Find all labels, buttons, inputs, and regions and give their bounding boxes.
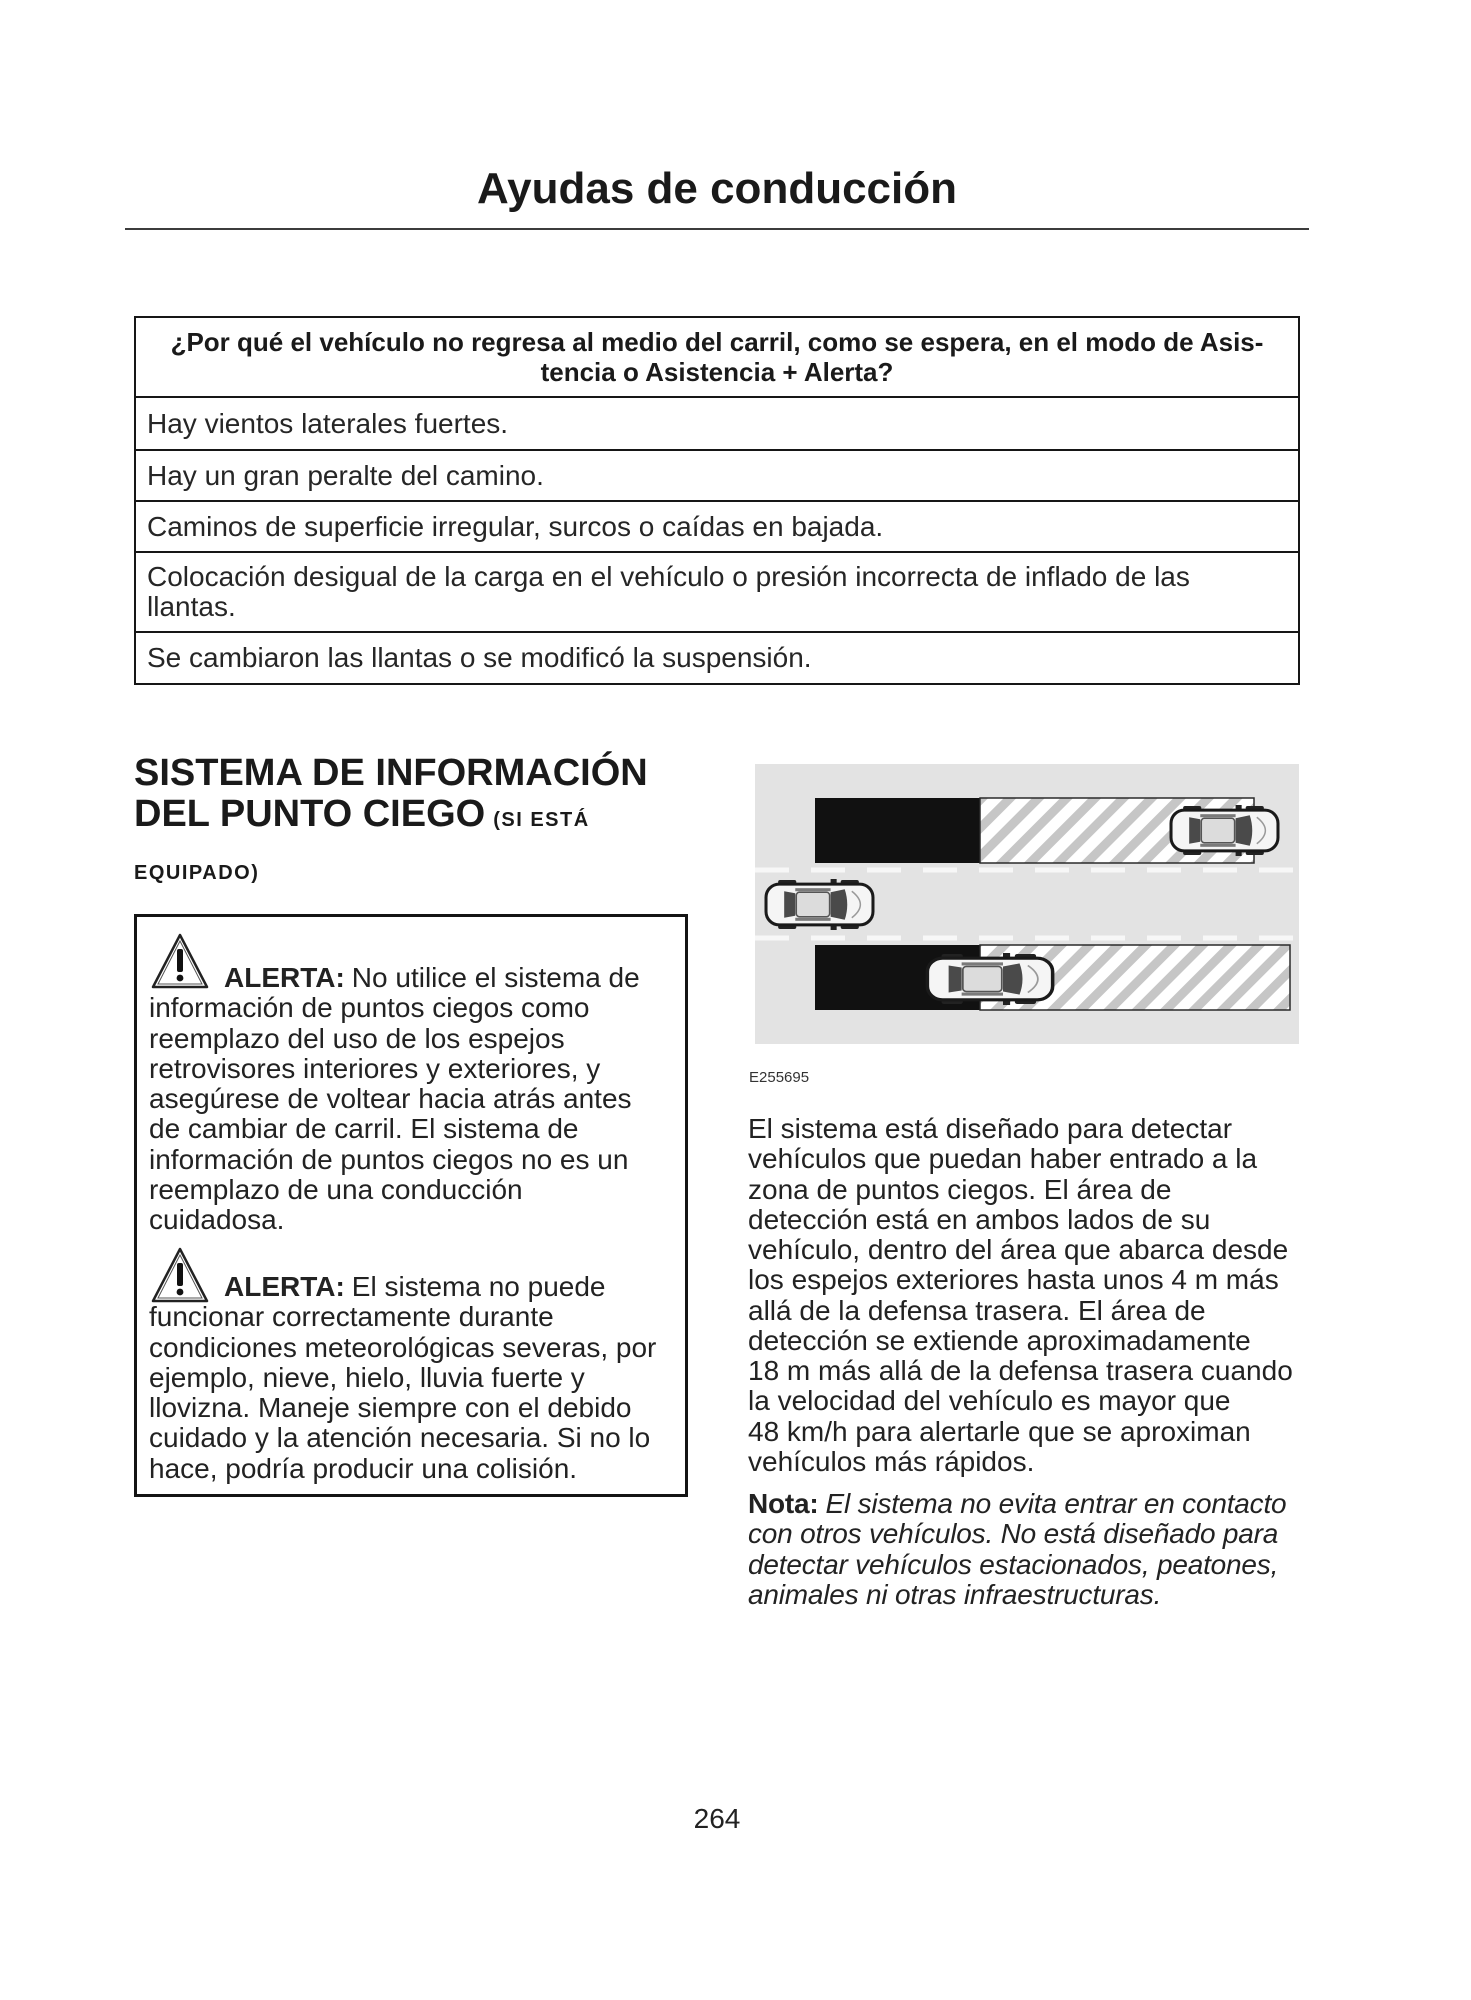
warning-text-line: asegúrese de voltear hacia atrás antes [149, 1083, 632, 1114]
paragraph-line: 48 km/h para alertarle que se aproximan [748, 1415, 1251, 1447]
warning-text-line: cuidadosa. [149, 1204, 285, 1235]
paragraph-line: 18 m más allá de la defensa trasera cuando [748, 1355, 1293, 1386]
warning-text-line: retrovisores interiores y exteriores, y [149, 1052, 601, 1084]
paragraph-line: vehículos más rápidos. [748, 1445, 1035, 1477]
table-header-line: ¿Por qué el vehículo no regresa al medio del carril, como se espera, en el modo de Asis- [170, 327, 1264, 357]
section-heading-line: SISTEMA DE INFORMACIÓN [134, 752, 648, 794]
paragraph-line: la velocidad del vehículo es mayor que [748, 1385, 1231, 1417]
title-divider [125, 228, 1309, 230]
paragraph-line: vehículo, dentro del área que abarca desde [748, 1234, 1289, 1265]
alert-label: ALERTA: [224, 962, 345, 993]
warning-text-line: información de puntos ciegos como [149, 992, 590, 1024]
troubleshooting-table [134, 316, 1300, 685]
vehicle-upper-lane [1171, 805, 1278, 856]
vehicle-lower-lane [927, 953, 1052, 1005]
warning-text-line: cuidado y la atención necesaria. Si no lo [149, 1422, 651, 1454]
note-line: con otros vehículos. No está diseñado para [748, 1518, 1279, 1550]
warning-text-line: de cambiar de carril. El sistema de [149, 1113, 579, 1145]
section-heading [134, 753, 648, 885]
blind-spot-zone-upper-near [815, 798, 980, 863]
table-row [136, 451, 1298, 502]
table-header [136, 318, 1298, 398]
host-vehicle [766, 879, 873, 930]
table-row [136, 633, 1298, 683]
note-paragraph [748, 1489, 1286, 1610]
paragraph-line: El sistema está diseñado para detectar [748, 1113, 1233, 1144]
warning-text-line: información de puntos ciegos no es un [149, 1143, 629, 1175]
blind-spot-diagram [755, 764, 1299, 1044]
warning-text-line [149, 1272, 656, 1302]
section-heading-qualifier: (SI ESTÁ [493, 809, 590, 831]
paragraph-line: detección está en ambos lados de su [748, 1203, 1211, 1235]
warning-text-span: No utilice el sistema de [351, 962, 640, 993]
page-title: Ayudas de conducción [476, 164, 957, 213]
note-text: El sistema no evita entrar en contacto [825, 1488, 1287, 1519]
figure-reference-code: E255695 [749, 1069, 810, 1086]
alert-label: ALERTA: [224, 1271, 345, 1302]
table-header-line: tencia o Asistencia + Alerta? [540, 357, 894, 387]
table-cell-text: Hay un gran peralte del camino. [147, 459, 544, 491]
warning-text-line: reemplazo del uso de los espejos [149, 1022, 565, 1054]
note-line: detectar vehículos estacionados, peatones, [748, 1548, 1279, 1580]
table-cell-text: Caminos de superficie irregular, surcos o caídas en bajada. [147, 510, 884, 542]
section-heading-line [134, 794, 648, 841]
warning-text-line [149, 963, 640, 993]
paragraph-line: los espejos exteriores hasta unos 4 m más [748, 1264, 1279, 1296]
description-paragraph [748, 1114, 1293, 1477]
warning-box [134, 914, 688, 1497]
table-cell-text: Se cambiaron las llantas o se modificó la suspensión. [147, 642, 812, 673]
table-cell-text: llantas. [147, 591, 236, 622]
page-number: 264 [693, 1803, 741, 1834]
table-cell-text: Colocación desigual de la carga en el vehículo o presión incorrecta de inflado de las [147, 561, 1190, 592]
warning-text-span: El sistema no puede [351, 1271, 606, 1302]
warning-text-line: reemplazo de una conducción [149, 1173, 523, 1205]
section-heading-text: DEL PUNTO CIEGO [134, 793, 486, 835]
section-heading-qualifier: EQUIPADO) [134, 862, 260, 884]
table-row [136, 502, 1298, 553]
paragraph-line: vehículos que puedan haber entrado a la [748, 1143, 1258, 1175]
paragraph-line: detección se extiende aproximadamente [748, 1324, 1251, 1356]
warning-text-line: llovizna. Maneje siempre con el debido [149, 1392, 632, 1423]
table-row [136, 553, 1298, 633]
warning-text-line: ejemplo, nieve, hielo, lluvia fuerte y [149, 1361, 585, 1393]
warning-text-line: condiciones meteorológicas severas, por [149, 1331, 657, 1363]
warning-text [149, 963, 640, 1235]
paragraph-line: allá de la defensa trasera. El área de [748, 1294, 1206, 1326]
note-label: Nota: [748, 1488, 819, 1519]
note-line: animales ni otras infraestructuras. [748, 1578, 1162, 1610]
warning-text-line: hace, podría producir una colisión. [149, 1452, 578, 1484]
paragraph-line: zona de puntos ciegos. El área de [748, 1173, 1172, 1205]
warning-text [149, 1272, 656, 1484]
warning-text-line: funcionar correctamente durante [149, 1301, 554, 1333]
table-cell-text: Hay vientos laterales fuertes. [147, 407, 509, 439]
note-line [748, 1489, 1286, 1519]
table-row [136, 398, 1298, 451]
